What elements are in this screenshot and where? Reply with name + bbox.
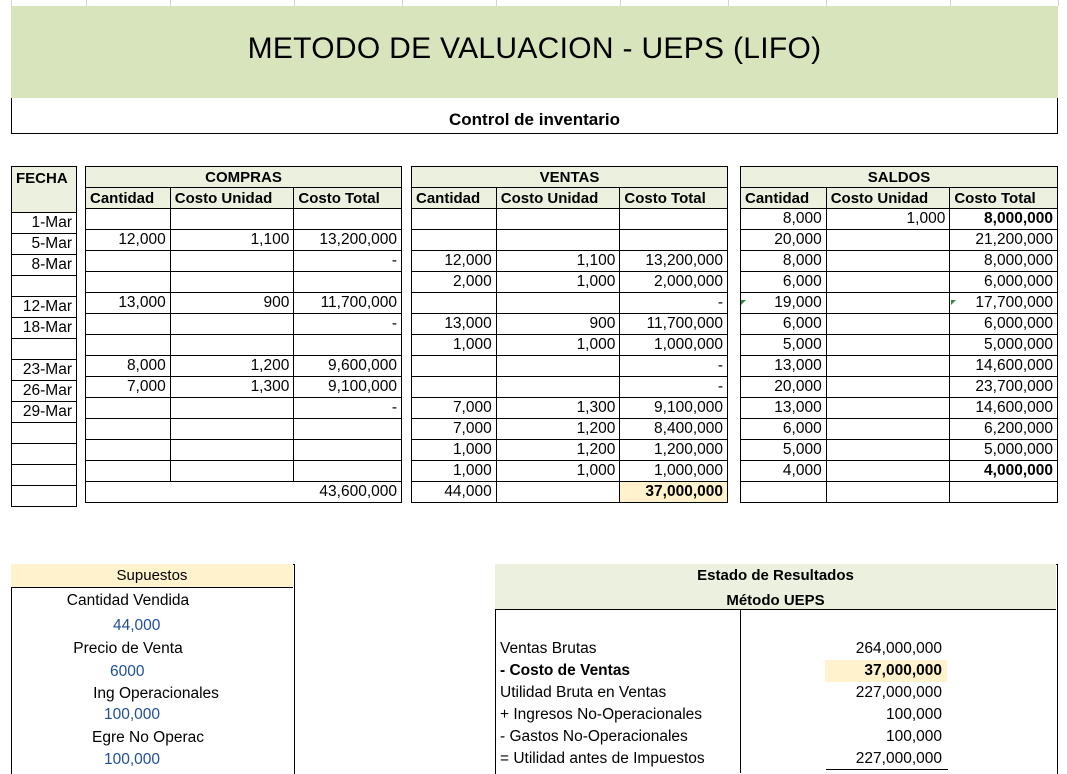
fecha-cell[interactable] [12, 423, 77, 444]
estado-line-value[interactable]: 227,000,000 [855, 684, 942, 701]
ventas-unidad-cell[interactable]: 1,000 [496, 272, 620, 293]
saldos-cantidad-header: Cantidad [741, 188, 827, 209]
saldos-unidad-cell[interactable] [826, 419, 950, 440]
ventas-table [411, 166, 728, 503]
compras-costo-total-header: Costo Total [294, 188, 402, 209]
ventas-total-cell[interactable] [620, 230, 728, 251]
fecha-cell[interactable]: 18-Mar [12, 318, 77, 339]
saldos-unidad-cell[interactable] [826, 293, 950, 314]
compras-unidad-cell[interactable] [170, 440, 294, 461]
saldos-total-cell[interactable]: 5,000,000 [950, 335, 1058, 356]
ventas-total-cell[interactable]: 1,000,000 [620, 461, 728, 482]
compras-total-cell[interactable]: - [294, 251, 402, 272]
estado-title: Estado de Resultados [697, 567, 854, 584]
table-row [86, 272, 402, 293]
estado-line-value[interactable]: 100,000 [885, 728, 942, 745]
compras-cantidad-cell[interactable]: 12,000 [86, 230, 171, 251]
ventas-cantidad-cell[interactable]: 1,000 [412, 335, 497, 356]
saldos-costo-total-header: Costo Total [950, 188, 1058, 209]
estado-divider [740, 610, 741, 773]
ventas-total-costo[interactable]: 37,000,000 [620, 482, 728, 503]
saldos-cantidad-cell[interactable]: 13,000 [741, 398, 827, 419]
fecha-cell[interactable]: 26-Mar [12, 381, 77, 402]
compras-unidad-cell[interactable] [170, 314, 294, 335]
table-row [412, 335, 728, 356]
ventas-unidad-cell[interactable] [496, 293, 620, 314]
compras-unidad-cell[interactable] [170, 419, 294, 440]
table-row [86, 314, 402, 335]
table-row [86, 335, 402, 356]
table-row [412, 251, 728, 272]
compras-cantidad-cell[interactable] [86, 335, 171, 356]
table-row [12, 339, 77, 360]
compras-table [85, 166, 402, 503]
compras-cantidad-cell[interactable]: 7,000 [86, 377, 171, 398]
ventas-total-cell[interactable]: 8,400,000 [620, 419, 728, 440]
saldos-total-cell[interactable]: 6,000,000 [950, 314, 1058, 335]
ventas-cantidad-header: Cantidad [412, 188, 497, 209]
saldos-total-cell[interactable]: 6,200,000 [950, 419, 1058, 440]
ventas-total-cell[interactable]: 1,000,000 [620, 335, 728, 356]
table-row [741, 461, 1058, 482]
table-row [12, 381, 77, 402]
supuestos-title: Supuestos [11, 564, 293, 588]
table-row [741, 419, 1058, 440]
compras-cantidad-header: Cantidad [86, 188, 171, 209]
compras-total-cell[interactable]: - [294, 314, 402, 335]
compras-total-cell[interactable]: 9,600,000 [294, 356, 402, 377]
table-row [12, 318, 77, 339]
compras-cantidad-cell[interactable] [86, 461, 171, 482]
table-row [12, 465, 77, 486]
compras-total-cell[interactable]: 13,200,000 [294, 230, 402, 251]
table-row [12, 213, 77, 234]
cell-note-marker [741, 300, 746, 305]
saldos-total-cell[interactable]: 23,700,000 [950, 377, 1058, 398]
estado-subtitle: Método UEPS [726, 592, 825, 609]
compras-cantidad-cell[interactable] [86, 251, 171, 272]
supuesto-value[interactable]: 100,000 [104, 706, 161, 723]
ventas-total-cell[interactable] [620, 209, 728, 230]
ventas-cantidad-cell[interactable]: 1,000 [412, 440, 497, 461]
saldos-total-cell[interactable]: 8,000,000 [950, 251, 1058, 272]
compras-total-cell[interactable]: 11,700,000 [294, 293, 402, 314]
ventas-unidad-cell[interactable]: 1,300 [496, 398, 620, 419]
fecha-cell[interactable]: 29-Mar [12, 402, 77, 423]
saldos-table [740, 166, 1058, 503]
ventas-unidad-cell[interactable]: 1,200 [496, 419, 620, 440]
saldos-cantidad-cell[interactable]: 20,000 [741, 230, 827, 251]
saldos-total-cell[interactable]: 14,600,000 [950, 398, 1058, 419]
compras-unidad-cell[interactable] [170, 251, 294, 272]
compras-total[interactable]: 43,600,000 [86, 482, 402, 503]
ventas-costo-unidad-header: Costo Unidad [496, 188, 620, 209]
table-row [86, 398, 402, 419]
table-row [412, 209, 728, 230]
compras-unidad-cell[interactable] [170, 335, 294, 356]
compras-total-cell[interactable] [294, 209, 402, 230]
table-row [412, 230, 728, 251]
ventas-total-cell[interactable]: - [620, 377, 728, 398]
ventas-unidad-cell[interactable]: 900 [496, 314, 620, 335]
table-row [12, 297, 77, 318]
ventas-total-cell[interactable]: - [620, 356, 728, 377]
ventas-cantidad-cell[interactable] [412, 209, 497, 230]
ventas-total-cell[interactable]: - [620, 293, 728, 314]
table-row [86, 377, 402, 398]
saldos-cantidad-cell[interactable]: 4,000 [741, 461, 827, 482]
compras-unidad-cell[interactable] [170, 398, 294, 419]
saldos-total-cell[interactable]: 17,700,000 [950, 293, 1058, 314]
saldos-cantidad-cell[interactable]: 8,000 [741, 251, 827, 272]
table-row [412, 314, 728, 335]
fecha-header: FECHA [12, 167, 77, 213]
ventas-header: VENTAS [412, 167, 728, 188]
ventas-unidad-cell[interactable] [496, 230, 620, 251]
saldos-total-cell[interactable]: 8,000,000 [950, 209, 1058, 230]
table-row [741, 335, 1058, 356]
compras-total-cell[interactable] [294, 419, 402, 440]
compras-unidad-cell[interactable] [170, 209, 294, 230]
table-row [12, 276, 77, 297]
table-row [741, 314, 1058, 335]
ventas-cantidad-cell[interactable] [412, 230, 497, 251]
saldos-costo-unidad-header: Costo Unidad [826, 188, 950, 209]
fecha-cell[interactable]: 8-Mar [12, 255, 77, 276]
estado-underline [826, 769, 948, 770]
ventas-unidad-cell[interactable] [496, 356, 620, 377]
ventas-cantidad-cell[interactable]: 12,000 [412, 251, 497, 272]
table-row [412, 461, 728, 482]
ventas-costo-total-header: Costo Total [620, 188, 728, 209]
table-row [412, 419, 728, 440]
saldos-cantidad-cell[interactable]: 6,000 [741, 272, 827, 293]
fecha-cell[interactable]: 23-Mar [12, 360, 77, 381]
saldos-cantidad-cell[interactable]: 5,000 [741, 440, 827, 461]
table-row [86, 419, 402, 440]
fecha-table [11, 166, 77, 507]
ventas-cantidad-cell[interactable] [412, 356, 497, 377]
compras-unidad-cell[interactable]: 1,300 [170, 377, 294, 398]
ventas-total-cell[interactable]: 11,700,000 [620, 314, 728, 335]
table-row [741, 440, 1058, 461]
estado-line-value[interactable]: 37,000,000 [864, 662, 942, 679]
saldos-total-cell[interactable]: 21,200,000 [950, 230, 1058, 251]
ventas-unidad-cell[interactable] [496, 377, 620, 398]
subtitle-box [11, 98, 1058, 134]
saldos-unidad-cell[interactable] [826, 335, 950, 356]
ventas-cantidad-cell[interactable]: 7,000 [412, 419, 497, 440]
ventas-unidad-cell[interactable]: 1,200 [496, 440, 620, 461]
table-row [12, 255, 77, 276]
ventas-unidad-cell[interactable] [496, 209, 620, 230]
compras-total-cell[interactable]: 9,100,000 [294, 377, 402, 398]
ventas-cantidad-cell[interactable]: 13,000 [412, 314, 497, 335]
saldos-unidad-cell[interactable] [826, 314, 950, 335]
estado-line-label: + Ingresos No-Operacionales [500, 706, 703, 723]
page-subtitle: Control de inventario [449, 110, 620, 129]
fecha-cell[interactable] [12, 444, 77, 465]
table-row [12, 444, 77, 465]
ventas-total-cell[interactable]: 2,000,000 [620, 272, 728, 293]
compras-unidad-cell[interactable] [170, 461, 294, 482]
saldos-cantidad-cell[interactable]: 19,000 [741, 293, 827, 314]
table-row [412, 272, 728, 293]
compras-total-cell[interactable]: - [294, 398, 402, 419]
compras-costo-unidad-header: Costo Unidad [170, 188, 294, 209]
compras-unidad-cell[interactable]: 900 [170, 293, 294, 314]
saldos-total-costo[interactable] [950, 482, 1058, 503]
saldos-total-cell[interactable]: 14,600,000 [950, 356, 1058, 377]
table-row [86, 230, 402, 251]
saldos-total-cell[interactable]: 6,000,000 [950, 272, 1058, 293]
table-row [86, 209, 402, 230]
table-row [86, 251, 402, 272]
saldos-unidad-cell[interactable] [826, 230, 950, 251]
table-row [741, 377, 1058, 398]
table-row [412, 398, 728, 419]
compras-cantidad-cell[interactable] [86, 272, 171, 293]
supuesto-label: Precio de Venta [73, 640, 183, 657]
fecha-cell[interactable] [12, 276, 77, 297]
table-row [86, 356, 402, 377]
table-row [412, 377, 728, 398]
saldos-unidad-cell[interactable]: 1,000 [826, 209, 950, 230]
compras-cantidad-cell[interactable] [86, 398, 171, 419]
compras-header: COMPRAS [86, 167, 402, 188]
estado-resultados-header [495, 564, 1056, 610]
table-row [86, 440, 402, 461]
saldos-unidad-cell[interactable] [826, 461, 950, 482]
estado-line-value[interactable]: 100,000 [885, 706, 942, 723]
saldos-unidad-cell[interactable] [826, 377, 950, 398]
estado-line-value[interactable]: 227,000,000 [855, 750, 942, 767]
ventas-total-cell[interactable]: 9,100,000 [620, 398, 728, 419]
saldos-cantidad-cell[interactable]: 6,000 [741, 314, 827, 335]
ventas-cantidad-cell[interactable]: 1,000 [412, 461, 497, 482]
estado-line-label: Ventas Brutas [500, 640, 597, 657]
ventas-cantidad-cell[interactable] [412, 293, 497, 314]
supuesto-label: Cantidad Vendida [66, 592, 190, 609]
estado-line-label: Utilidad Bruta en Ventas [500, 684, 667, 701]
supuesto-label: Egre No Operac [92, 729, 204, 746]
fecha-cell[interactable]: 1-Mar [12, 213, 77, 234]
supuesto-value[interactable]: 44,000 [113, 617, 161, 634]
fecha-cell[interactable] [12, 465, 77, 486]
saldos-cantidad-cell[interactable]: 13,000 [741, 356, 827, 377]
supuesto-value[interactable]: 100,000 [104, 751, 161, 768]
compras-cantidad-cell[interactable] [86, 419, 171, 440]
estado-line-label: - Costo de Ventas [500, 662, 631, 679]
ventas-cantidad-cell[interactable] [412, 377, 497, 398]
saldos-total-cantidad[interactable] [741, 482, 827, 503]
ventas-total-cell[interactable]: 1,200,000 [620, 440, 728, 461]
ventas-unidad-cell[interactable]: 1,100 [496, 251, 620, 272]
estado-line-label: = Utilidad antes de Impuestos [500, 750, 705, 767]
table-row [86, 293, 402, 314]
compras-unidad-cell[interactable] [170, 272, 294, 293]
table-row [412, 293, 728, 314]
title-band [11, 6, 1058, 98]
saldos-total-cell[interactable]: 5,000,000 [950, 440, 1058, 461]
supuesto-value[interactable]: 6000 [110, 663, 145, 680]
saldos-unidad-cell[interactable] [826, 272, 950, 293]
fecha-total-cell[interactable] [12, 486, 77, 507]
estado-line-label: - Gastos No-Operacionales [500, 728, 688, 745]
table-row [741, 209, 1058, 230]
supuesto-label: Ing Operacionales [93, 685, 219, 702]
cell-note-marker [951, 300, 956, 305]
ventas-unidad-cell[interactable]: 1,000 [496, 461, 620, 482]
table-row [741, 398, 1058, 419]
compras-unidad-cell[interactable]: 1,100 [170, 230, 294, 251]
ventas-unidad-cell[interactable]: 1,000 [496, 335, 620, 356]
fecha-cell[interactable] [12, 339, 77, 360]
saldos-cantidad-cell[interactable]: 6,000 [741, 419, 827, 440]
compras-cantidad-cell[interactable]: 8,000 [86, 356, 171, 377]
saldos-total-cell[interactable]: 4,000,000 [950, 461, 1058, 482]
compras-cantidad-cell[interactable]: 13,000 [86, 293, 171, 314]
saldos-unidad-cell[interactable] [826, 440, 950, 461]
saldos-unidad-cell[interactable] [826, 398, 950, 419]
ventas-total-cell[interactable]: 13,200,000 [620, 251, 728, 272]
ventas-cantidad-cell[interactable]: 7,000 [412, 398, 497, 419]
compras-total-cell[interactable] [294, 335, 402, 356]
table-row [741, 293, 1058, 314]
table-row [86, 461, 402, 482]
saldos-total-unidad[interactable] [826, 482, 950, 503]
table-row [741, 356, 1058, 377]
table-row [12, 402, 77, 423]
table-row [12, 234, 77, 255]
ventas-cantidad-cell[interactable]: 2,000 [412, 272, 497, 293]
page-title: METODO DE VALUACION - UEPS (LIFO) [247, 32, 822, 65]
table-row [12, 423, 77, 444]
saldos-header: SALDOS [741, 167, 1058, 188]
ventas-total-cantidad[interactable]: 44,000 [412, 482, 497, 503]
saldos-cantidad-cell[interactable]: 5,000 [741, 335, 827, 356]
saldos-cantidad-cell[interactable]: 20,000 [741, 377, 827, 398]
table-row [741, 230, 1058, 251]
table-row [412, 356, 728, 377]
table-row [12, 360, 77, 381]
fecha-cell[interactable]: 12-Mar [12, 297, 77, 318]
compras-total-cell[interactable] [294, 440, 402, 461]
ventas-total-blank[interactable] [496, 482, 620, 503]
table-row [741, 272, 1058, 293]
compras-total-cell[interactable] [294, 461, 402, 482]
table-row [412, 440, 728, 461]
compras-cantidad-cell[interactable] [86, 209, 171, 230]
compras-unidad-cell[interactable]: 1,200 [170, 356, 294, 377]
compras-total-cell[interactable] [294, 272, 402, 293]
fecha-cell[interactable]: 5-Mar [12, 234, 77, 255]
saldos-unidad-cell[interactable] [826, 356, 950, 377]
table-row [741, 251, 1058, 272]
compras-cantidad-cell[interactable] [86, 314, 171, 335]
compras-cantidad-cell[interactable] [86, 440, 171, 461]
estado-line-value[interactable]: 264,000,000 [855, 640, 942, 657]
saldos-cantidad-cell[interactable]: 8,000 [741, 209, 827, 230]
saldos-unidad-cell[interactable] [826, 251, 950, 272]
